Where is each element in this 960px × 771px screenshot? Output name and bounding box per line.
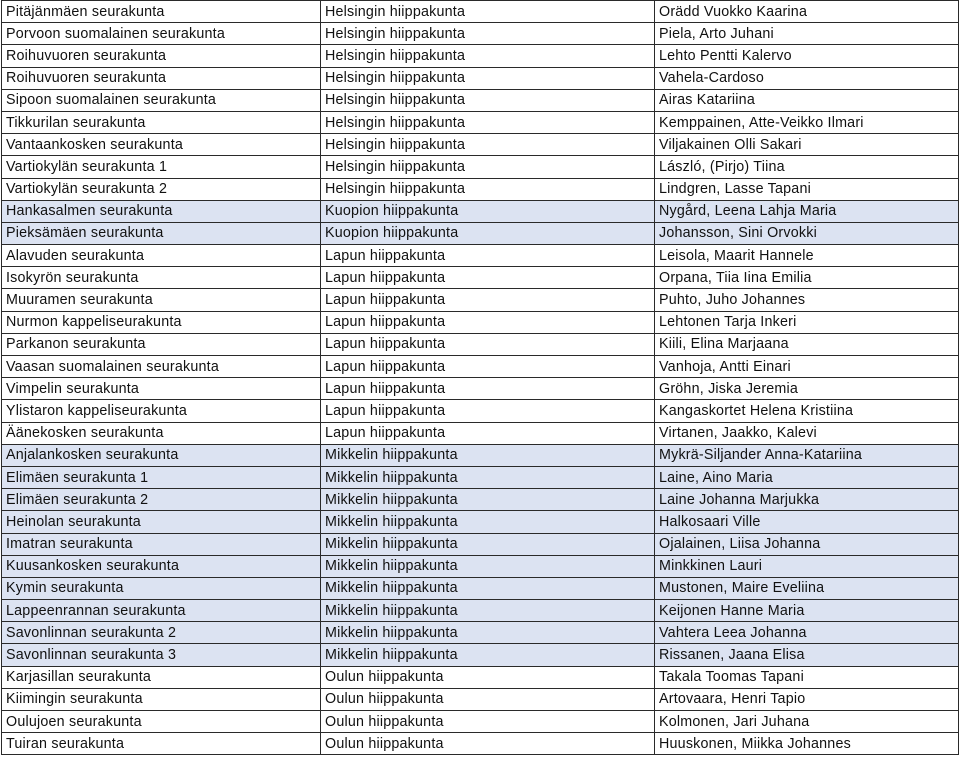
- diocese-cell: Lapun hiippakunta: [321, 356, 655, 378]
- table-row: [2, 200, 959, 222]
- person-cell: László, (Pirjo) Tiina: [655, 156, 959, 178]
- parish-cell: Savonlinnan seurakunta 2: [2, 622, 321, 644]
- person-cell: Vanhoja, Antti Einari: [655, 356, 959, 378]
- person-cell: Virtanen, Jaakko, Kalevi: [655, 422, 959, 444]
- table-row: [2, 533, 959, 555]
- table-row: [2, 311, 959, 333]
- table-row: [2, 400, 959, 422]
- parish-cell: Nurmon kappeliseurakunta: [2, 311, 321, 333]
- parish-cell: Muuramen seurakunta: [2, 289, 321, 311]
- parish-cell: Imatran seurakunta: [2, 533, 321, 555]
- table-row: [2, 577, 959, 599]
- person-cell: Puhto, Juho Johannes: [655, 289, 959, 311]
- diocese-cell: Helsingin hiippakunta: [321, 134, 655, 156]
- diocese-cell: Helsingin hiippakunta: [321, 1, 655, 23]
- person-cell: Nygård, Leena Lahja Maria: [655, 200, 959, 222]
- person-cell: Takala Toomas Tapani: [655, 666, 959, 688]
- table-row: [2, 444, 959, 466]
- diocese-cell: Helsingin hiippakunta: [321, 45, 655, 67]
- person-cell: Huuskonen, Miikka Johannes: [655, 733, 959, 755]
- person-cell: Lehtonen Tarja Inkeri: [655, 311, 959, 333]
- diocese-cell: Helsingin hiippakunta: [321, 89, 655, 111]
- diocese-cell: Mikkelin hiippakunta: [321, 444, 655, 466]
- parish-cell: Lappeenrannan seurakunta: [2, 600, 321, 622]
- table-row: [2, 489, 959, 511]
- table-row: [2, 134, 959, 156]
- person-cell: Laine Johanna Marjukka: [655, 489, 959, 511]
- table-row: [2, 378, 959, 400]
- table-row: [2, 156, 959, 178]
- table-row: [2, 333, 959, 355]
- person-cell: Kolmonen, Jari Juhana: [655, 711, 959, 733]
- parish-cell: Tuiran seurakunta: [2, 733, 321, 755]
- diocese-cell: Mikkelin hiippakunta: [321, 489, 655, 511]
- diocese-cell: Mikkelin hiippakunta: [321, 533, 655, 555]
- parish-cell: Roihuvuoren seurakunta: [2, 45, 321, 67]
- parish-cell: Vimpelin seurakunta: [2, 378, 321, 400]
- diocese-cell: Mikkelin hiippakunta: [321, 644, 655, 666]
- diocese-cell: Mikkelin hiippakunta: [321, 622, 655, 644]
- diocese-cell: Helsingin hiippakunta: [321, 156, 655, 178]
- parish-cell: Isokyrön seurakunta: [2, 267, 321, 289]
- parish-cell: Vartiokylän seurakunta 2: [2, 178, 321, 200]
- table-row: [2, 466, 959, 488]
- table-row: [2, 23, 959, 45]
- diocese-cell: Oulun hiippakunta: [321, 733, 655, 755]
- person-cell: Mustonen, Maire Eveliina: [655, 577, 959, 599]
- diocese-cell: Oulun hiippakunta: [321, 666, 655, 688]
- table-row: [2, 245, 959, 267]
- parish-cell: Pitäjänmäen seurakunta: [2, 1, 321, 23]
- parish-cell: Pieksämäen seurakunta: [2, 222, 321, 244]
- parish-cell: Vantaankosken seurakunta: [2, 134, 321, 156]
- parish-cell: Ylistaron kappeliseurakunta: [2, 400, 321, 422]
- diocese-cell: Lapun hiippakunta: [321, 289, 655, 311]
- parish-cell: Sipoon suomalainen seurakunta: [2, 89, 321, 111]
- person-cell: Rissanen, Jaana Elisa: [655, 644, 959, 666]
- parish-cell: Hankasalmen seurakunta: [2, 200, 321, 222]
- diocese-cell: Helsingin hiippakunta: [321, 67, 655, 89]
- table-row: [2, 666, 959, 688]
- person-cell: Piela, Arto Juhani: [655, 23, 959, 45]
- diocese-cell: Oulun hiippakunta: [321, 711, 655, 733]
- parish-cell: Elimäen seurakunta 1: [2, 466, 321, 488]
- parish-cell: Karjasillan seurakunta: [2, 666, 321, 688]
- person-cell: Orädd Vuokko Kaarina: [655, 1, 959, 23]
- table-row: [2, 644, 959, 666]
- parish-cell: Savonlinnan seurakunta 3: [2, 644, 321, 666]
- diocese-cell: Lapun hiippakunta: [321, 267, 655, 289]
- table-row: [2, 289, 959, 311]
- person-cell: Orpana, Tiia Iina Emilia: [655, 267, 959, 289]
- table-row: [2, 178, 959, 200]
- person-cell: Lindgren, Lasse Tapani: [655, 178, 959, 200]
- table-row: [2, 89, 959, 111]
- person-cell: Vahela-Cardoso: [655, 67, 959, 89]
- diocese-cell: Lapun hiippakunta: [321, 422, 655, 444]
- table-row: [2, 222, 959, 244]
- person-cell: Ojalainen, Liisa Johanna: [655, 533, 959, 555]
- diocese-cell: Mikkelin hiippakunta: [321, 466, 655, 488]
- person-cell: Johansson, Sini Orvokki: [655, 222, 959, 244]
- diocese-cell: Lapun hiippakunta: [321, 311, 655, 333]
- person-cell: Keijonen Hanne Maria: [655, 600, 959, 622]
- parish-cell: Porvoon suomalainen seurakunta: [2, 23, 321, 45]
- parish-cell: Äänekosken seurakunta: [2, 422, 321, 444]
- person-cell: Kiili, Elina Marjaana: [655, 333, 959, 355]
- person-cell: Halkosaari Ville: [655, 511, 959, 533]
- diocese-cell: Mikkelin hiippakunta: [321, 577, 655, 599]
- diocese-cell: Lapun hiippakunta: [321, 245, 655, 267]
- table-row: [2, 733, 959, 755]
- diocese-cell: Helsingin hiippakunta: [321, 178, 655, 200]
- parish-cell: Oulujoen seurakunta: [2, 711, 321, 733]
- table-row: [2, 622, 959, 644]
- parish-cell: Roihuvuoren seurakunta: [2, 67, 321, 89]
- parish-cell: Kuusankosken seurakunta: [2, 555, 321, 577]
- table-row: [2, 711, 959, 733]
- person-cell: Gröhn, Jiska Jeremia: [655, 378, 959, 400]
- diocese-cell: Kuopion hiippakunta: [321, 200, 655, 222]
- person-cell: Artovaara, Henri Tapio: [655, 688, 959, 710]
- person-cell: Kemppainen, Atte-Veikko Ilmari: [655, 111, 959, 133]
- person-cell: Vahtera Leea Johanna: [655, 622, 959, 644]
- parish-cell: Kymin seurakunta: [2, 577, 321, 599]
- person-cell: Airas Katariina: [655, 89, 959, 111]
- diocese-cell: Mikkelin hiippakunta: [321, 555, 655, 577]
- table-row: [2, 1, 959, 23]
- parish-cell: Kiimingin seurakunta: [2, 688, 321, 710]
- parish-cell: Alavuden seurakunta: [2, 245, 321, 267]
- table-row: [2, 555, 959, 577]
- table-row: [2, 111, 959, 133]
- diocese-cell: Mikkelin hiippakunta: [321, 600, 655, 622]
- parish-table: [1, 0, 959, 755]
- parish-cell: Elimäen seurakunta 2: [2, 489, 321, 511]
- parish-cell: Vartiokylän seurakunta 1: [2, 156, 321, 178]
- diocese-cell: Helsingin hiippakunta: [321, 111, 655, 133]
- person-cell: Lehto Pentti Kalervo: [655, 45, 959, 67]
- diocese-cell: Lapun hiippakunta: [321, 378, 655, 400]
- diocese-cell: Oulun hiippakunta: [321, 688, 655, 710]
- table-row: [2, 67, 959, 89]
- parish-table-body: [2, 1, 959, 755]
- table-row: [2, 688, 959, 710]
- diocese-cell: Kuopion hiippakunta: [321, 222, 655, 244]
- table-row: [2, 511, 959, 533]
- parish-cell: Tikkurilan seurakunta: [2, 111, 321, 133]
- parish-cell: Heinolan seurakunta: [2, 511, 321, 533]
- table-row: [2, 45, 959, 67]
- table-row: [2, 600, 959, 622]
- parish-cell: Vaasan suomalainen seurakunta: [2, 356, 321, 378]
- person-cell: Minkkinen Lauri: [655, 555, 959, 577]
- person-cell: Leisola, Maarit Hannele: [655, 245, 959, 267]
- parish-cell: Anjalankosken seurakunta: [2, 444, 321, 466]
- table-row: [2, 267, 959, 289]
- table-row: [2, 422, 959, 444]
- person-cell: Laine, Aino Maria: [655, 466, 959, 488]
- diocese-cell: Lapun hiippakunta: [321, 333, 655, 355]
- person-cell: Viljakainen Olli Sakari: [655, 134, 959, 156]
- diocese-cell: Lapun hiippakunta: [321, 400, 655, 422]
- person-cell: Mykrä-Siljander Anna-Katariina: [655, 444, 959, 466]
- person-cell: Kangaskortet Helena Kristiina: [655, 400, 959, 422]
- table-row: [2, 356, 959, 378]
- parish-cell: Parkanon seurakunta: [2, 333, 321, 355]
- diocese-cell: Mikkelin hiippakunta: [321, 511, 655, 533]
- diocese-cell: Helsingin hiippakunta: [321, 23, 655, 45]
